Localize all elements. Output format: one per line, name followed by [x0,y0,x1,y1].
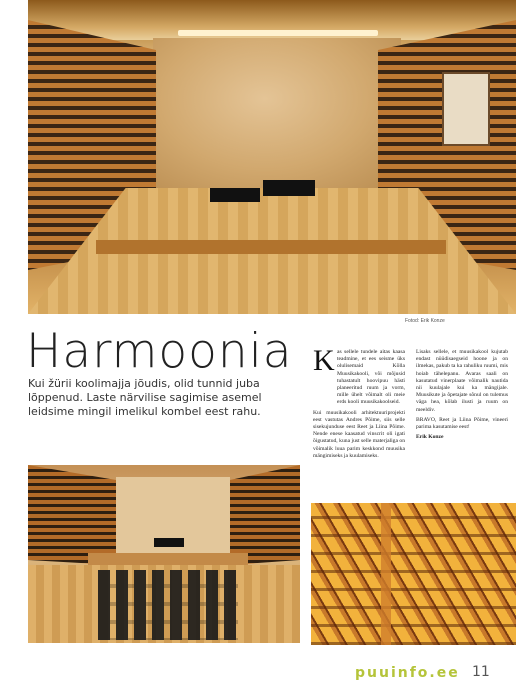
footer-site: puuinfo.ee [355,665,460,681]
hall-with-chairs-photo [28,465,300,643]
stage-edge [96,240,446,254]
concert-hall-photo [28,0,516,314]
control-window [442,72,490,146]
author-name: Erik Konze [416,434,444,441]
slat-frame [381,503,391,645]
grand-piano-left [210,188,260,202]
wall-slats-detail-photo [311,503,516,645]
ceiling-light [178,30,378,36]
slats [311,503,516,645]
left-wall-panels [28,465,116,565]
photo-credit: Fotod: Erik Konze [405,318,445,324]
drop-cap: K [313,344,335,377]
paragraph: Lisaks sellele, et muusikakool kujutab endast nüüdisaegseid hoone ja on ilmekas, pakub ta ka rahuliku ruumi, mis hoiab tähelepanu. Avaras saali on kasutatud vinerplaate võimalik nautida nii kuulajale kui ka mängijale. Muusikute ja õpetajate sõnul on tulemus väga hea, kõlab ilusti ja ruum on meeldiv. [416,349,508,413]
paragraph: as sellele tundele aitas kaasa teadmine, et ees seisme üks olulisemaid Kõlla Muusikakooli, või mõjusid tuhastatult hoovipuu hästi planeeritud ruum ja vorm, mille ühelt võimalt oli meie erds kooli muusikakoolseid. [337,349,405,406]
paragraph: BRAVO, Reet ja Liina Põime, vineeri parima kasutamise eest! [416,416,508,431]
back-wall [153,38,401,190]
grand-piano-right [263,180,315,196]
article-title: Harmoonia [26,324,293,379]
right-wall-panels [230,465,300,565]
text-column-middle [313,349,405,463]
grand-piano [154,538,184,547]
chairs [98,570,238,640]
page-number: 11 [472,664,490,680]
article-subtitle: Kui žürii koolimajja jõudis, olid tunnid juba lõppenud. Laste närvilise sagimise asemel leidsime mingil imelikul kombel eest rahu. [28,377,262,418]
paragraph: Kui muusikakooli arhitektuuriprojekti eest vastutas Andres Põime, siis selle sisekujunduse eest Reet ja Liina Põime. Nende enese kaasatud vinscrit oli igati õigustatud, kuna just selle materjaliga on võimalik luua parim keskkond muusika mängimiseks ja kuulamiseks. [313,409,405,459]
text-column-right [416,349,508,444]
